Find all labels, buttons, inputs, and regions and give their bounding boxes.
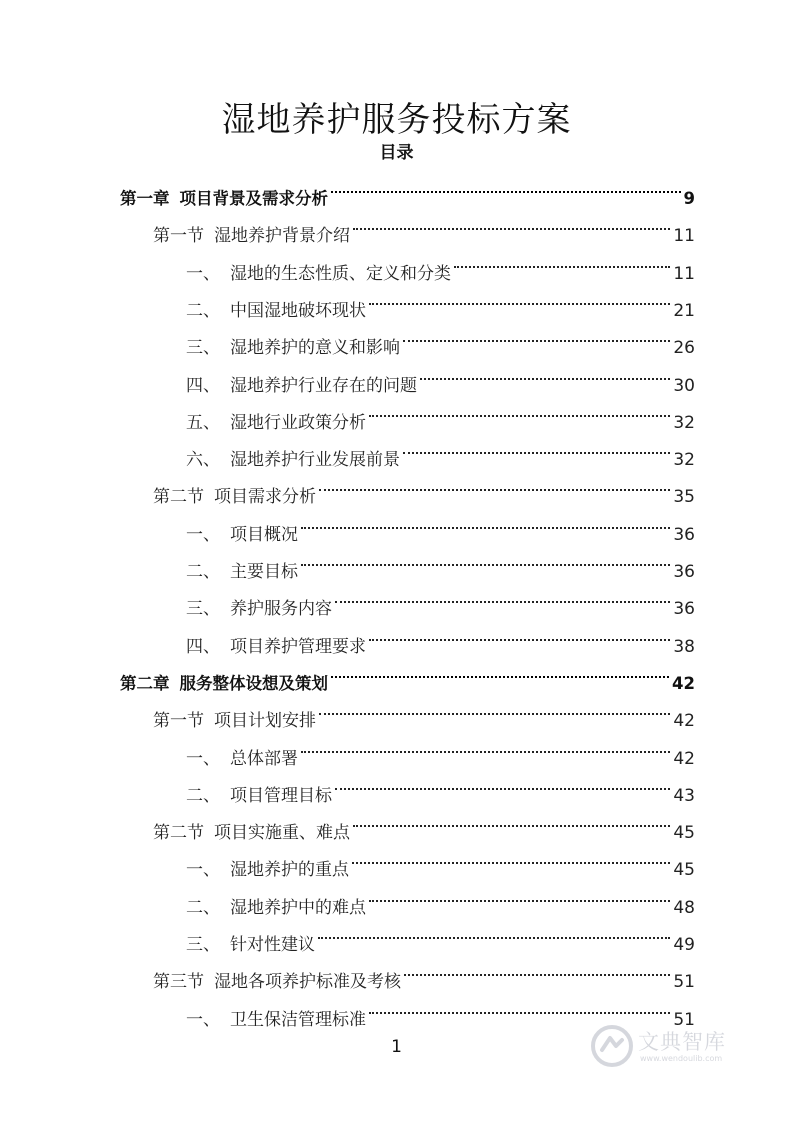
dot-leader	[301, 503, 670, 540]
toc-entry-page: 48	[673, 897, 695, 918]
dot-leader	[369, 391, 670, 428]
toc-entry-number: 二、	[186, 562, 220, 582]
toc-entry-page: 21	[673, 300, 695, 321]
toc-entry-page: 32	[673, 450, 695, 471]
toc-entry-title: 养护服务内容	[230, 599, 332, 620]
toc-entry-number: 六、	[186, 450, 220, 471]
toc-entry-page: 42	[672, 673, 695, 693]
toc-entry-level-2[interactable]	[153, 950, 695, 993]
toc-entry-level-3[interactable]	[186, 615, 695, 657]
dot-leader	[369, 876, 670, 913]
toc-entry-title: 项目养护管理要求	[230, 636, 366, 657]
dot-leader	[403, 316, 670, 353]
toc-entry-title: 总体部署	[230, 748, 298, 769]
toc-entry-page: 30	[673, 375, 695, 396]
toc-entry-level-3[interactable]	[186, 503, 695, 545]
toc-entry-page: 45	[673, 823, 695, 844]
toc-entry-level-3[interactable]	[186, 391, 695, 433]
toc-entry-title: 中国湿地破坏现状	[230, 300, 366, 321]
toc-entry-title: 湿地养护的重点	[230, 860, 349, 881]
toc-entry-page: 51	[673, 1009, 695, 1030]
toc-entry-number: 第一节	[153, 711, 204, 732]
dot-leader	[301, 727, 670, 764]
toc-entry-level-3[interactable]	[186, 279, 695, 321]
toc-entry-title: 项目计划安排	[214, 711, 316, 732]
toc-entry-page: 45	[673, 860, 695, 881]
toc-entry-page: 11	[673, 226, 695, 247]
toc-entry-page: 32	[673, 412, 695, 433]
toc-entry-number: 第一节	[153, 226, 204, 247]
toc-entry-page: 36	[673, 599, 695, 620]
document-title: 湿地养护服务投标方案	[221, 100, 572, 140]
toc-entry-number: 第二节	[153, 487, 204, 508]
toc-entry-number: 五、	[186, 412, 220, 433]
toc-entry-level-2[interactable]	[153, 801, 695, 844]
toc-entry-level-3[interactable]	[186, 540, 695, 582]
toc-entry-level-3[interactable]	[186, 764, 695, 806]
dot-leader	[404, 950, 670, 987]
toc-entry-title: 湿地各项养护标准及考核	[214, 972, 401, 993]
toc-entry-number: 二、	[186, 785, 220, 806]
toc-entry-number: 四、	[186, 375, 220, 396]
toc-entry-title: 针对性建议	[230, 935, 315, 955]
toc-entry-page: 36	[673, 524, 695, 545]
toc-entry-title: 湿地养护背景介绍	[214, 226, 350, 247]
toc-entry-title: 项目需求分析	[214, 487, 316, 508]
page-number: 1	[391, 1037, 402, 1057]
toc-entry-number: 三、	[186, 599, 220, 620]
toc-entry-level-1[interactable]	[120, 652, 695, 693]
toc-entry-number: 第三节	[153, 972, 204, 993]
toc-entry-page: 36	[673, 562, 695, 582]
toc-entry-page: 42	[673, 711, 695, 732]
wendou-logo-icon	[590, 1024, 634, 1068]
toc-entry-level-3[interactable]	[186, 316, 695, 359]
toc-entry-level-3[interactable]	[186, 727, 695, 769]
toc-entry-number: 一、	[186, 263, 220, 284]
watermark-url: www.wendoulib.com	[640, 1054, 723, 1063]
watermark-text: 文典智库	[638, 1030, 726, 1054]
dot-leader	[319, 465, 670, 502]
dot-leader	[301, 540, 670, 577]
toc-entry-number: 一、	[186, 1009, 220, 1030]
toc-heading: 目录	[379, 143, 414, 163]
toc-entry-level-3[interactable]	[186, 242, 695, 284]
toc-entry-level-3[interactable]	[186, 913, 695, 955]
toc-entry-number: 二、	[186, 300, 220, 321]
toc-entry-title: 湿地的生态性质、定义和分类	[230, 263, 451, 284]
dot-leader	[454, 242, 670, 279]
dot-leader	[369, 615, 670, 652]
toc-entry-number: 一、	[186, 748, 220, 769]
toc-entry-page: 51	[673, 972, 695, 993]
toc-entry-title: 项目实施重、难点	[214, 823, 350, 844]
toc-entry-number: 三、	[186, 935, 220, 955]
toc-entry-page: 49	[673, 935, 695, 955]
toc-entry-page: 9	[683, 189, 695, 208]
toc-entry-title: 主要目标	[230, 562, 298, 582]
toc-entry-level-1[interactable]	[120, 167, 695, 208]
dot-leader	[369, 988, 670, 1025]
toc-entry-title: 湿地养护行业存在的问题	[230, 375, 417, 396]
toc-entry-page: 11	[673, 263, 695, 284]
dot-leader	[353, 801, 670, 838]
dot-leader	[318, 913, 670, 950]
toc-entry-level-2[interactable]	[153, 689, 695, 732]
toc-entry-title: 湿地养护行业发展前景	[230, 450, 400, 471]
dot-leader	[420, 354, 670, 391]
toc-entry-page: 43	[673, 785, 695, 806]
toc-entry-level-3[interactable]	[186, 876, 695, 918]
dot-leader	[353, 204, 670, 241]
watermark	[590, 1022, 760, 1072]
toc-entry-page: 38	[673, 636, 695, 657]
toc-entry-level-3[interactable]	[186, 988, 695, 1030]
toc-entry-page: 42	[673, 748, 695, 769]
toc-entry-title: 湿地养护中的难点	[230, 897, 366, 918]
dot-leader	[319, 689, 670, 726]
toc-entry-number: 第二章	[120, 673, 170, 693]
toc-entry-title: 项目管理目标	[230, 785, 332, 806]
toc-entry-number: 一、	[186, 860, 220, 881]
toc-entry-level-3[interactable]	[186, 354, 695, 396]
toc-entry-number: 第一章	[120, 189, 170, 208]
toc-entry-level-2[interactable]	[153, 465, 695, 508]
toc-entry-number: 三、	[186, 338, 220, 359]
toc-entry-level-3[interactable]	[186, 577, 695, 620]
dot-leader	[403, 428, 670, 465]
toc-entry-page: 35	[673, 487, 695, 508]
toc-entry-number: 四、	[186, 636, 220, 657]
dot-leader	[369, 279, 670, 316]
toc-entry-title: 湿地养护的意义和影响	[230, 338, 400, 359]
dot-leader	[331, 167, 681, 204]
toc-entry-number: 一、	[186, 524, 220, 545]
toc-entry-title: 卫生保洁管理标准	[230, 1009, 366, 1030]
toc-entry-title: 项目背景及需求分析	[179, 189, 328, 208]
dot-leader	[335, 577, 670, 614]
toc-entry-page: 26	[673, 338, 695, 359]
toc-entry-number: 第二节	[153, 823, 204, 844]
toc-entry-level-3[interactable]	[186, 428, 695, 471]
toc-entry-number: 二、	[186, 897, 220, 918]
dot-leader	[335, 764, 670, 801]
toc-entry-title: 湿地行业政策分析	[230, 412, 366, 433]
toc-entry-title: 服务整体设想及策划	[179, 673, 328, 693]
toc-entry-level-2[interactable]	[153, 204, 695, 247]
toc-entry-title: 项目概况	[230, 524, 298, 545]
toc-entry-level-3[interactable]	[186, 838, 695, 881]
dot-leader	[352, 838, 670, 875]
dot-leader	[331, 652, 669, 689]
